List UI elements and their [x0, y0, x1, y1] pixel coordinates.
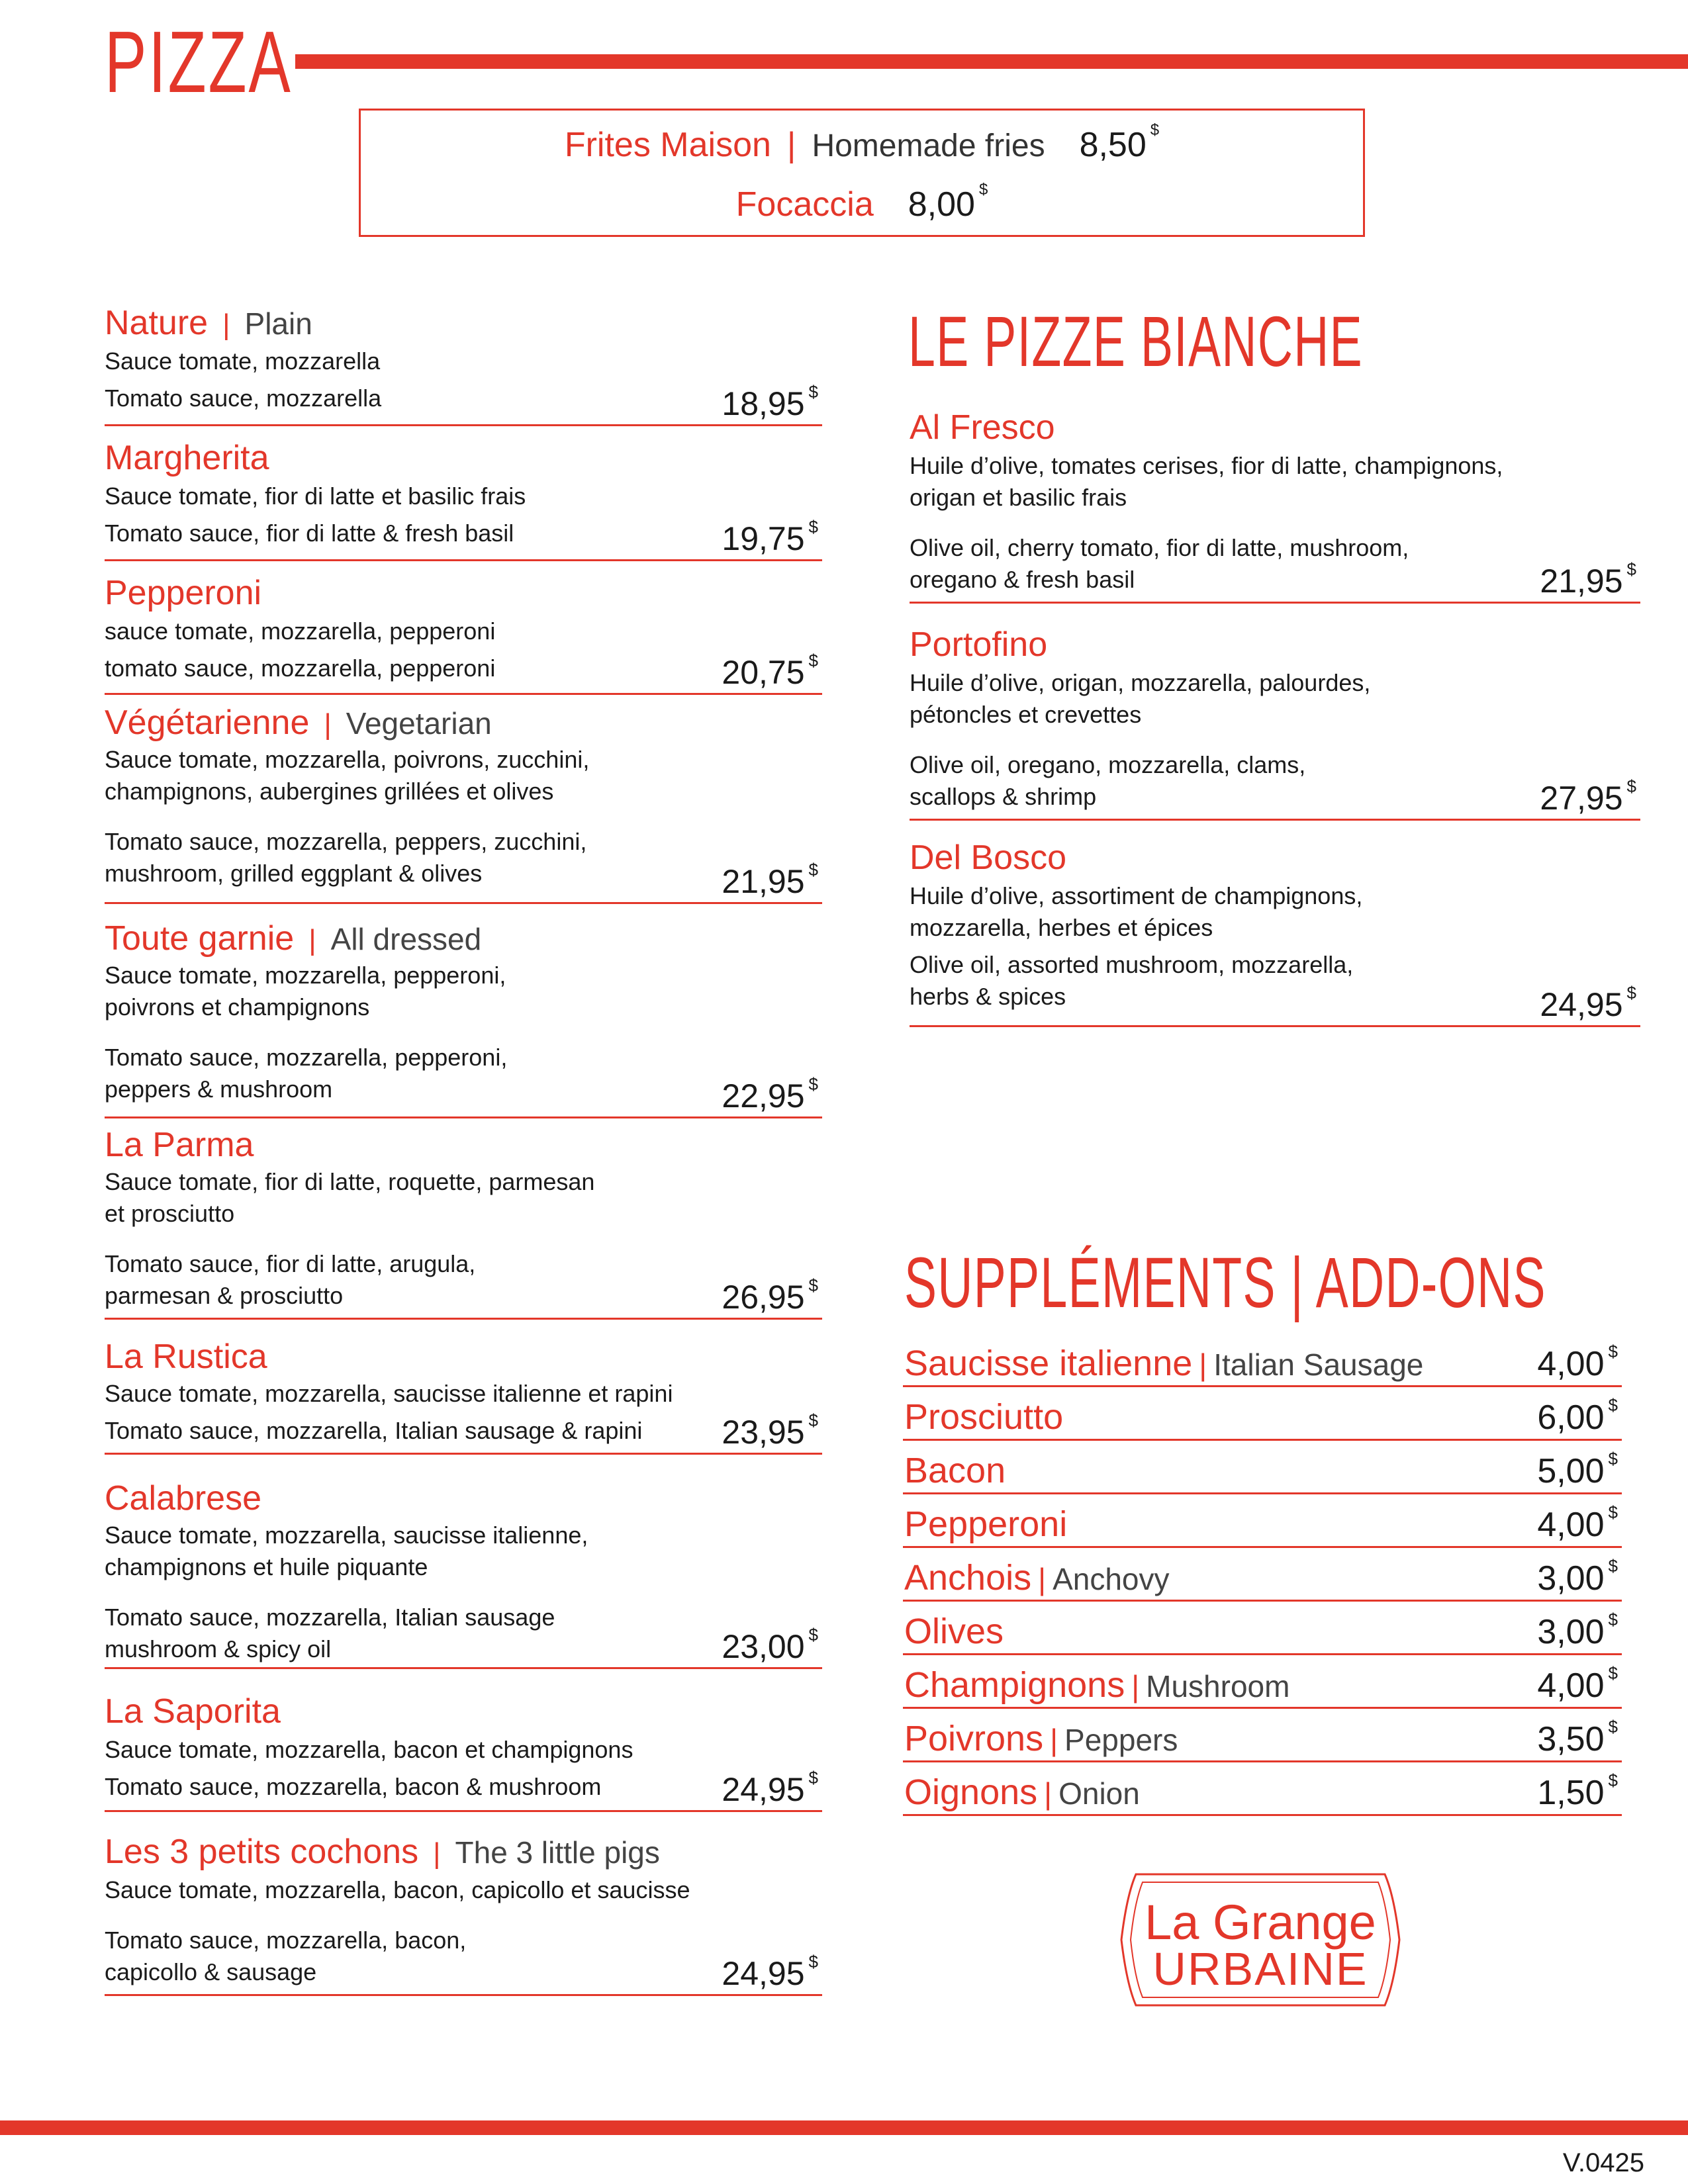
item-name: Margherita	[105, 439, 269, 477]
item-desc-en: capicollo & sausage	[105, 1958, 317, 1985]
item-desc-fr: pétoncles et crevettes	[910, 701, 1142, 728]
sides-box	[359, 109, 1365, 237]
item-desc-fr: et prosciutto	[105, 1200, 235, 1227]
item-name: Al Fresco	[910, 408, 1055, 447]
item-desc-fr: champignons et huile piquante	[105, 1553, 428, 1580]
menu-item-3-petits-cochons: Les 3 petits cochons | The 3 little pigs Sauce tomate, mozzarella, bacon, capicollo et saucisse Tomato sauce, mozzarella, bacon, capicollo & sausage 24,95 $	[105, 1835, 822, 1996]
item-price: 22,95 $	[722, 1074, 818, 1115]
item-price: 23,95 $	[722, 1410, 818, 1451]
item-desc-fr: Sauce tomate, mozzarella, bacon et champignons	[105, 1736, 633, 1763]
addon-english: Onion	[1058, 1776, 1140, 1811]
menu-item-del-bosco	[910, 841, 1640, 1027]
addon-price: 3,00 $	[1537, 1556, 1618, 1598]
fries-price: 8,50 $	[1079, 121, 1160, 164]
addon-price: 4,00 $	[1537, 1663, 1618, 1705]
item-desc-en: scallops & shrimp	[910, 783, 1097, 810]
addon-name: Champignons	[904, 1665, 1125, 1705]
addon-saucisse: Saucisse italienne | Italian Sausage 4,00 $	[903, 1340, 1622, 1387]
addon-anchois: Anchois | Anchovy 3,00 $	[903, 1554, 1622, 1602]
addon-price: 4,00 $	[1537, 1502, 1618, 1544]
page-title: PIZZA	[105, 13, 293, 111]
item-name: La Rustica	[105, 1338, 267, 1376]
addon-champignons: Champignons | Mushroom 4,00 $	[903, 1661, 1622, 1709]
sides-row-fries	[361, 121, 1363, 165]
menu-item-margherita	[105, 441, 822, 561]
item-desc-en: Tomato sauce, mozzarella, bacon,	[105, 1927, 467, 1954]
menu-item-nature: Nature | Plain Sauce tomate, mozzarella Tomato sauce, mozzarella 18,95 $	[105, 306, 822, 426]
bottom-rule	[0, 2120, 1688, 2135]
item-desc-fr: Sauce tomate, mozzarella, bacon, capicollo et saucisse	[105, 1876, 690, 1903]
item-name: La Parma	[105, 1126, 254, 1164]
addon-poivrons: Poivrons | Peppers 3,50 $	[903, 1715, 1622, 1762]
item-desc-en: Tomato sauce, mozzarella, Italian sausage	[105, 1604, 555, 1631]
item-desc-en: mushroom & spicy oil	[105, 1635, 332, 1662]
logo	[1116, 1869, 1405, 2011]
item-desc-en: Tomato sauce, mozzarella, Italian sausage & rapini	[105, 1417, 643, 1444]
logo-line-2: URBAINE	[1152, 1943, 1368, 1995]
menu-item-la-parma	[105, 1128, 822, 1320]
item-name: Portofino	[910, 625, 1048, 664]
item-desc-en: tomato sauce, mozzarella, pepperoni	[105, 655, 496, 682]
fries-name: Frites Maison	[564, 126, 771, 164]
item-desc-fr: Sauce tomate, mozzarella, pepperoni,	[105, 962, 506, 989]
menu-item-al-fresco	[910, 410, 1640, 604]
item-desc-en: Olive oil, assorted mushroom, mozzarella,	[910, 951, 1354, 978]
menu-item-calabrese	[105, 1481, 822, 1669]
item-name: Toute garnie	[105, 919, 295, 958]
item-desc-en: Olive oil, oregano, mozzarella, clams,	[910, 751, 1306, 778]
item-desc-fr: Sauce tomate, mozzarella, poivrons, zucchini,	[105, 746, 590, 773]
menu-item-toute-garnie: Toute garnie | All dressed Sauce tomate, mozzarella, pepperoni, poivrons et champignons Tomato sauce, mozzarella, pepperoni, peppers & mushroom 22,95 $	[105, 921, 822, 1118]
menu-item-vegetarienne: Végétarienne | Vegetarian Sauce tomate, mozzarella, poivrons, zucchini, champignons, aubergines grillées et olives Tomato sauce, mozzarella, peppers, zucchini, mushroom, grilled eggplant & olives 21,95 $	[105, 705, 822, 904]
addon-price: 3,00 $	[1537, 1610, 1618, 1651]
version-label: V.0425	[1562, 2148, 1644, 2177]
item-desc-fr: Sauce tomate, mozzarella	[105, 347, 381, 375]
addon-english: Mushroom	[1146, 1669, 1290, 1704]
addon-english: Peppers	[1064, 1723, 1178, 1757]
addon-name: Prosciutto	[904, 1397, 1064, 1437]
addon-name: Poivrons	[904, 1719, 1044, 1758]
title-rule	[295, 54, 1688, 69]
item-desc-fr: Sauce tomate, mozzarella, saucisse italienne,	[105, 1522, 588, 1549]
addon-oignons: Oignons | Onion 1,50 $	[903, 1768, 1622, 1816]
item-name: Les 3 petits cochons	[105, 1833, 419, 1871]
item-english: Plain	[244, 306, 312, 341]
item-desc-fr: Sauce tomate, fior di latte, roquette, parmesan	[105, 1168, 595, 1195]
addon-price: 3,50 $	[1537, 1717, 1618, 1758]
item-desc-fr: poivrons et champignons	[105, 993, 370, 1021]
bianche-title: LE PIZZE BIANCHE	[908, 301, 1363, 381]
item-desc-en: Tomato sauce, fior di latte & fresh basil	[105, 520, 514, 547]
addon-name: Olives	[904, 1612, 1004, 1651]
addon-price: 6,00 $	[1537, 1395, 1618, 1437]
item-desc-en: parmesan & prosciutto	[105, 1282, 344, 1309]
item-price: 24,95 $	[722, 1768, 818, 1808]
addon-english: Anchovy	[1053, 1562, 1170, 1596]
item-desc-fr: mozzarella, herbes et épices	[910, 914, 1213, 941]
addon-prosciutto	[903, 1393, 1622, 1441]
addon-price: 5,00 $	[1537, 1449, 1618, 1490]
item-desc-en: oregano & fresh basil	[910, 566, 1135, 593]
item-name: Del Bosco	[910, 839, 1066, 877]
item-desc-en: Tomato sauce, mozzarella, pepperoni,	[105, 1044, 508, 1071]
item-price: 19,75 $	[722, 517, 818, 557]
item-price: 24,95 $	[1540, 983, 1636, 1023]
menu-item-pepperoni	[105, 576, 822, 695]
item-desc-en: Tomato sauce, mozzarella, peppers, zucchini,	[105, 828, 587, 855]
item-price: 27,95 $	[1540, 776, 1636, 817]
logo-line-1: La Grange	[1145, 1895, 1376, 1950]
item-english: The 3 little pigs	[455, 1835, 660, 1870]
item-desc-fr: origan et basilic frais	[910, 484, 1127, 511]
item-desc-fr: Huile d’olive, origan, mozzarella, palourdes,	[910, 669, 1371, 696]
menu-item-la-saporita	[105, 1694, 822, 1812]
addon-pepperoni	[903, 1500, 1622, 1548]
item-desc-en: mushroom, grilled eggplant & olives	[105, 860, 483, 887]
addon-name: Bacon	[904, 1451, 1006, 1490]
item-desc-en: peppers & mushroom	[105, 1075, 333, 1103]
addon-name: Anchois	[904, 1558, 1032, 1598]
fries-english: Homemade fries	[812, 128, 1045, 163]
item-price: 24,95 $	[722, 1952, 818, 1992]
item-desc-en: Tomato sauce, fior di latte, arugula,	[105, 1250, 476, 1277]
item-desc-fr: Sauce tomate, mozzarella, saucisse italienne et rapini	[105, 1380, 673, 1407]
item-name: Pepperoni	[105, 574, 262, 612]
item-english: All dressed	[330, 922, 482, 956]
item-name: Calabrese	[105, 1479, 262, 1518]
item-desc-fr: champignons, aubergines grillées et olives	[105, 778, 554, 805]
item-price: 26,95 $	[722, 1275, 818, 1316]
item-desc-fr: sauce tomate, mozzarella, pepperoni	[105, 617, 496, 645]
item-english: Vegetarian	[346, 706, 492, 741]
item-name: Nature	[105, 304, 209, 342]
addon-name: Saucisse italienne	[904, 1343, 1193, 1383]
addon-olives	[903, 1608, 1622, 1655]
item-desc-fr: Huile d’olive, tomates cerises, fior di latte, champignons,	[910, 452, 1503, 479]
item-price: 21,95 $	[722, 860, 818, 900]
addon-english: Italian Sausage	[1213, 1347, 1424, 1382]
item-price: 23,00 $	[722, 1625, 818, 1665]
addon-price: 1,50 $	[1537, 1770, 1618, 1812]
sides-row-focaccia	[361, 181, 1363, 224]
focaccia-price: 8,00 $	[908, 181, 988, 224]
separator: |	[786, 126, 796, 164]
item-price: 18,95 $	[722, 382, 818, 422]
item-desc-en: herbs & spices	[910, 983, 1066, 1010]
item-name: Végétarienne	[105, 704, 310, 742]
item-desc-fr: Huile d’olive, assortiment de champignons,	[910, 882, 1363, 909]
menu-item-la-rustica	[105, 1340, 822, 1455]
item-price: 21,95 $	[1540, 559, 1636, 600]
addons-title: SUPPLÉMENTS | ADD-ONS	[904, 1242, 1546, 1322]
addon-price: 4,00 $	[1537, 1342, 1618, 1383]
item-desc-en: Tomato sauce, mozzarella, bacon & mushroom	[105, 1773, 602, 1800]
addon-bacon	[903, 1447, 1622, 1494]
item-price: 20,75 $	[722, 651, 818, 691]
focaccia-name: Focaccia	[735, 185, 874, 224]
item-desc-en: Tomato sauce, mozzarella	[105, 385, 382, 412]
item-desc-fr: Sauce tomate, fior di latte et basilic frais	[105, 482, 526, 510]
addon-name: Pepperoni	[904, 1504, 1068, 1544]
item-name: La Saporita	[105, 1692, 281, 1731]
menu-item-portofino	[910, 627, 1640, 821]
addon-name: Oignons	[904, 1772, 1038, 1812]
item-desc-en: Olive oil, cherry tomato, fior di latte, mushroom,	[910, 534, 1409, 561]
